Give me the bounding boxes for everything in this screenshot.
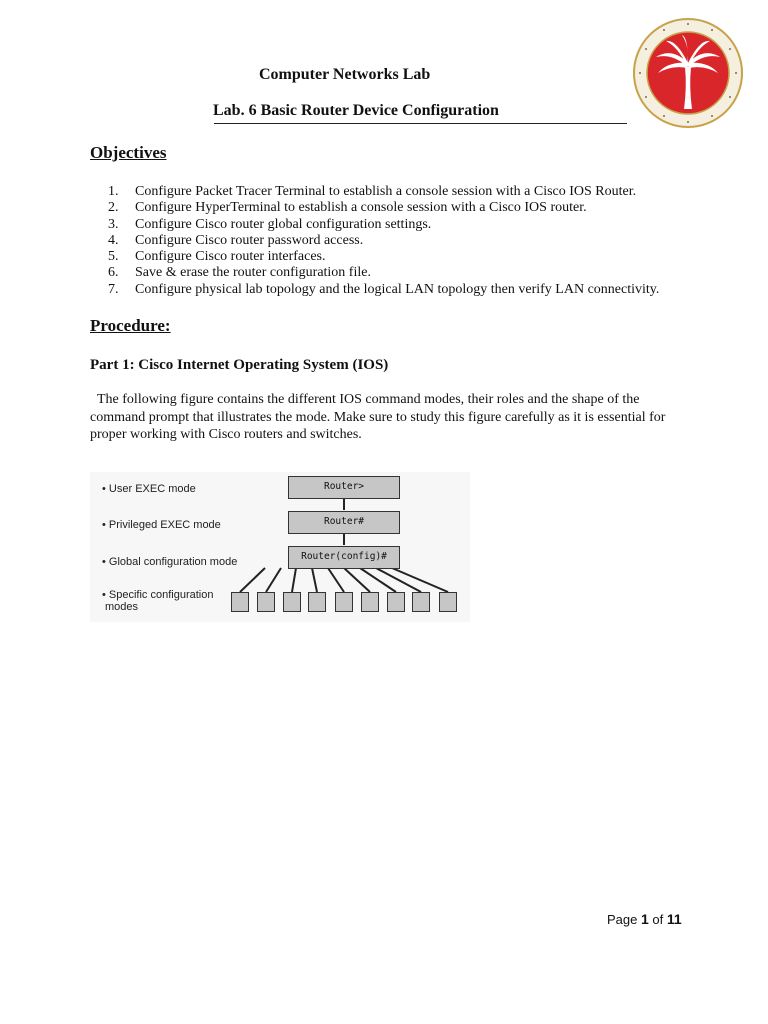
paragraph-line: proper working with Cisco routers and switches. <box>90 427 362 442</box>
of-word: of <box>652 912 664 927</box>
list-item <box>108 217 708 233</box>
list-number: 7. <box>108 281 119 297</box>
label-user-exec: • User EXEC mode <box>102 483 196 495</box>
objectives-list <box>108 184 708 298</box>
list-number: 4. <box>108 232 119 248</box>
submode-box <box>412 592 430 612</box>
list-item <box>108 184 708 200</box>
connector-line <box>328 568 344 592</box>
submode-box <box>439 592 457 612</box>
course-title: Computer Networks Lab <box>259 66 431 83</box>
ios-modes-figure <box>90 472 470 622</box>
intro-paragraph <box>90 391 677 444</box>
submode-box <box>257 592 275 612</box>
list-item <box>108 282 708 298</box>
title-underline <box>214 123 627 124</box>
prompt-user-exec: Router> <box>288 476 400 499</box>
list-number: 2. <box>108 200 119 216</box>
connector-line <box>292 568 296 592</box>
list-text: Configure Cisco router password access. <box>135 232 364 248</box>
submode-box <box>308 592 326 612</box>
page-number <box>607 911 682 927</box>
list-item <box>108 265 708 281</box>
submode-box <box>335 592 353 612</box>
list-number: 5. <box>108 249 119 265</box>
list-number: 6. <box>108 265 119 281</box>
label-specific-config-modes: modes <box>105 601 139 613</box>
list-text: Save & erase the router configuration file. <box>135 265 371 281</box>
list-text: Configure Cisco router interfaces. <box>135 249 326 265</box>
lab-title: Lab. 6 Basic Router Device Configuration <box>213 102 499 119</box>
prompt-privileged-exec: Router# <box>288 511 400 534</box>
page-word: Page <box>607 912 638 927</box>
objectives-heading: Objectives <box>90 143 167 162</box>
connector-line <box>266 568 281 592</box>
list-item <box>108 233 708 249</box>
part1-heading: Part 1: Cisco Internet Operating System (IOS) <box>90 357 389 373</box>
list-text: Configure Cisco router global configuration settings. <box>135 216 432 232</box>
list-text: Configure physical lab topology and the logical LAN topology then verify LAN connectivity. <box>135 281 660 297</box>
list-text: Configure Packet Tracer Terminal to establish a console session with a Cisco IOS Router. <box>135 184 637 199</box>
palm-seal-icon <box>632 17 744 129</box>
label-privileged-exec: • Privileged EXEC mode <box>102 519 221 531</box>
submode-box <box>283 592 301 612</box>
procedure-heading: Procedure: <box>90 316 171 335</box>
label-specific-config: • Specific configuration <box>102 589 214 601</box>
label-global-config: • Global configuration mode <box>102 556 238 568</box>
list-item <box>108 249 708 265</box>
list-number: 1. <box>108 184 119 199</box>
connector-line <box>240 568 265 592</box>
list-text: Configure HyperTerminal to establish a console session with a Cisco IOS router. <box>135 200 587 216</box>
prompt-global-config: Router(config)# <box>288 546 400 569</box>
total-pages: 11 <box>666 911 682 927</box>
submode-box <box>361 592 379 612</box>
submode-box <box>231 592 249 612</box>
connector-line <box>312 568 317 592</box>
paragraph-line: command prompt that illustrates the mode. Make sure to study this figure carefully as it is essential for <box>90 409 666 425</box>
list-number: 3. <box>108 216 119 232</box>
current-page: 1 <box>641 911 649 927</box>
submode-box <box>387 592 405 612</box>
list-item <box>108 200 708 216</box>
paragraph-line: The following figure contains the different IOS command modes, their roles and the shape of the <box>97 392 640 407</box>
university-logo <box>632 17 744 129</box>
